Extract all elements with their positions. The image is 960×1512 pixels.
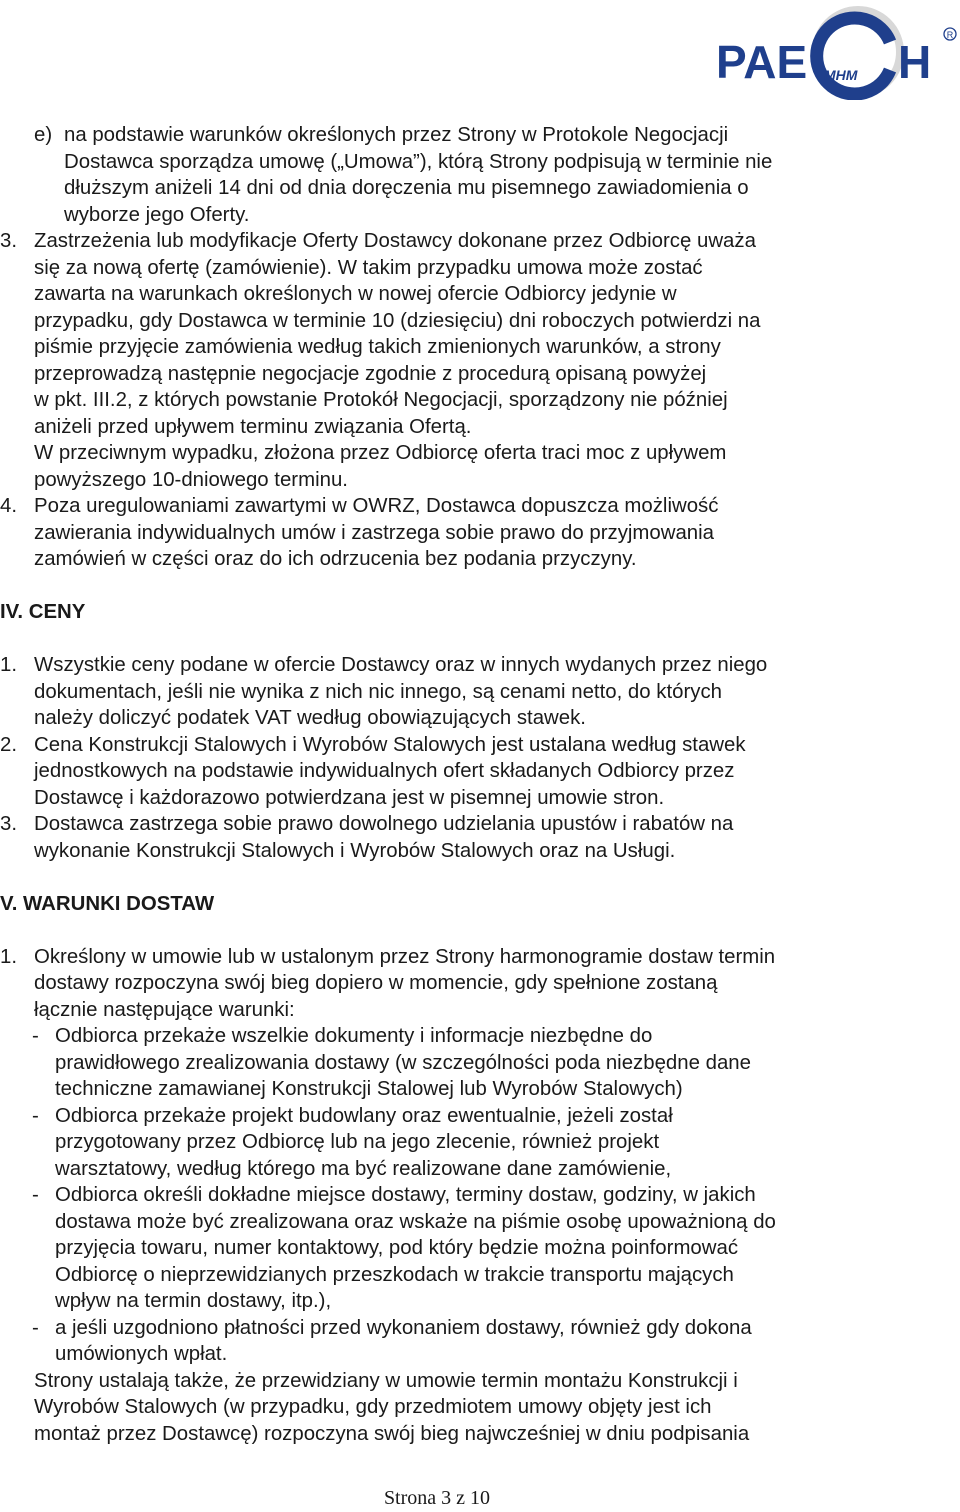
paragraph — [0, 1182, 960, 1315]
text-line: V. WARUNKI DOSTAW — [0, 892, 215, 915]
list-number: 1. — [0, 654, 18, 676]
text-line: Wyrobów Stalowych (w przypadku, gdy przedmiotem umowy objęty jest ich — [34, 1396, 712, 1418]
text-line: Odbiorcę o nieprzewidzianych przeszkodach w trakcie transportu mających — [55, 1263, 734, 1286]
text-line: jednostkowych na podstawie indywidualnych ofert składanych Odbiorcy przez — [34, 760, 735, 782]
text-line: IV. CENY — [0, 601, 86, 623]
text-line: się za nową ofertę (zamówienie). W takim przypadku umowa może zostać — [34, 256, 703, 279]
text-line: Poza uregulowaniami zawartymi w OWRZ, Dostawca dopuszcza możliwość — [34, 495, 719, 517]
bullet-dash: - — [32, 1104, 39, 1127]
section-heading — [0, 891, 960, 918]
text-line: techniczne zamawianej Konstrukcji Stalowej lub Wyrobów Stalowych) — [55, 1078, 683, 1100]
footer-label: Strona — [383, 1487, 437, 1509]
paragraph — [0, 1103, 960, 1183]
document-body — [0, 122, 960, 1447]
paragraph — [0, 228, 960, 493]
paech-logo-graphic — [712, 0, 960, 100]
text-line: Zastrzeżenia lub modyfikacje Oferty Dostawcy dokonane przez Odbiorcę uważa — [34, 230, 756, 252]
text-line: należy doliczyć podatek VAT według obowiązujących stawek. — [34, 707, 586, 729]
text-line: Odbiorca przekaże wszelkie dokumenty i informacje niezbędne do — [55, 1025, 653, 1047]
text-line: przeprowadzą następnie negocjacje zgodnie z procedurą opisaną powyżej — [34, 362, 707, 385]
text-line: zamówień w części oraz do ich odrzucenia bez podania przyczyny. — [34, 548, 637, 570]
text-line: łącznie następujące warunki: — [34, 998, 295, 1021]
paragraph — [0, 811, 960, 864]
paragraph — [0, 1368, 960, 1448]
spacer — [0, 573, 960, 600]
text-line: powyższego 10-dniowego terminu. — [34, 468, 348, 491]
text-line: prawidłowego zrealizowania dostawy (w szczególności poda niezbędne dane — [55, 1051, 751, 1074]
list-number: 1. — [0, 945, 18, 968]
paragraph — [0, 944, 960, 1024]
text-line: dostawy rozpoczyna swój bieg dopiero w momencie, gdy spełnione zostaną — [34, 972, 718, 994]
text-line: na podstawie warunków określonych przez Strony w Protokole Negocjacji — [64, 124, 729, 146]
list-number: e) — [34, 124, 53, 146]
paragraph — [0, 122, 960, 228]
paragraph — [0, 493, 960, 573]
logo-subtext: MHM — [824, 67, 858, 83]
registered-letter: R — [946, 30, 954, 40]
bullet-dash: - — [32, 1184, 39, 1206]
text-line: Odbiorca określi dokładne miejsce dostawy, terminy dostaw, godziny, w jakich — [55, 1184, 756, 1206]
spacer — [0, 864, 960, 891]
text-line: Cena Konstrukcji Stalowych i Wyrobów Stalowych jest ustalana według stawek — [34, 733, 746, 756]
list-number: 3. — [0, 230, 18, 252]
bullet-dash: - — [32, 1025, 39, 1047]
spacer — [0, 626, 960, 653]
text-line: wpływ na termin dostawy, itp.), — [55, 1290, 332, 1312]
footer-page-number: 3 — [441, 1487, 452, 1509]
text-line: wyborze jego Oferty. — [64, 203, 250, 226]
list-number: 2. — [0, 733, 18, 756]
text-line: dokumentach, jeśli nie wynika z nich nic innego, są cenami netto, do których — [34, 680, 722, 703]
section-heading — [0, 599, 960, 626]
text-line: przypadku, gdy Dostawca w terminie 10 (dziesięciu) dni roboczych potwierdzi na — [34, 309, 761, 332]
logo-text-left: PAE — [716, 36, 808, 88]
text-line: Wszystkie ceny podane w ofercie Dostawcy oraz w innych wydanych przez niego — [34, 654, 768, 676]
text-line: Dostawcę i każdorazowo potwierdzana jest w pisemnej umowie stron. — [34, 786, 665, 809]
list-number: 3. — [0, 813, 18, 835]
paragraph — [0, 732, 960, 812]
text-line: Dostawca zastrzega sobie prawo dowolnego udzielania upustów i rabatów na — [34, 813, 734, 835]
text-line: przygotowany przez Odbiorcę lub na jego zlecenie, również projekt — [55, 1131, 660, 1153]
paragraph — [0, 652, 960, 732]
text-line: przyjęcia towaru, numer kontaktowy, pod który będzie można poinformować — [55, 1237, 739, 1259]
spacer — [0, 917, 960, 944]
text-line: W przeciwnym wypadku, złożona przez Odbiorcę oferta traci moc z upływem — [34, 442, 727, 464]
text-line: Określony w umowie lub w ustalonym przez Strony harmonogramie dostaw termin — [34, 945, 776, 968]
text-line: dostawa może być zrealizowana oraz wskaże na piśmie osobę upoważnioną do — [55, 1210, 776, 1233]
text-line: dłuższym aniżeli 14 dni od dnia doręczenia mu pisemnego zawiadomienia o — [64, 177, 749, 199]
page-footer — [0, 1487, 874, 1510]
text-line: aniżeli przed upływem terminu związania Ofertą. — [34, 415, 472, 438]
text-line: a jeśli uzgodniono płatności przed wykonaniem dostawy, również gdy dokona — [55, 1316, 752, 1339]
paragraph — [0, 1023, 960, 1103]
text-line: w pkt. III.2, z których powstanie Protokół Negocjacji, sporządzony nie później — [34, 389, 728, 411]
logo-text-right: H — [898, 36, 932, 88]
footer-page-total: 10 — [470, 1487, 491, 1509]
text-line: Dostawca sporządza umowę („Umowa”), którą Strony podpisują w terminie nie — [64, 150, 773, 173]
text-line: Strony ustalają także, że przewidziany w umowie termin montażu Konstrukcji i — [34, 1369, 738, 1392]
text-line: zawierania indywidualnych umów i zastrzega sobie prawo do przyjmowania — [34, 521, 715, 544]
text-line: wykonanie Konstrukcji Stalowych i Wyrobów Stalowych oraz na Usługi. — [34, 839, 676, 862]
footer-separator: z — [456, 1487, 466, 1509]
text-line: piśmie przyjęcie zamówienia według takich zmienionych warunków, a strony — [34, 336, 721, 358]
paragraph — [0, 1315, 960, 1368]
bullet-dash: - — [32, 1316, 39, 1339]
company-logo — [712, 0, 960, 100]
text-line: umówionych wpłat. — [55, 1343, 228, 1365]
list-number: 4. — [0, 495, 18, 517]
text-line: warsztatowy, według którego ma być realizowane dane zamówienie, — [55, 1157, 672, 1180]
text-line: Odbiorca przekaże projekt budowlany oraz ewentualnie, jeżeli został — [55, 1104, 673, 1127]
text-line: montaż przez Dostawcę) rozpoczyna swój bieg najwcześniej w dniu podpisania — [34, 1422, 750, 1445]
text-line: zawarta na warunkach określonych w nowej ofercie Odbiorcy jedynie w — [34, 283, 677, 305]
